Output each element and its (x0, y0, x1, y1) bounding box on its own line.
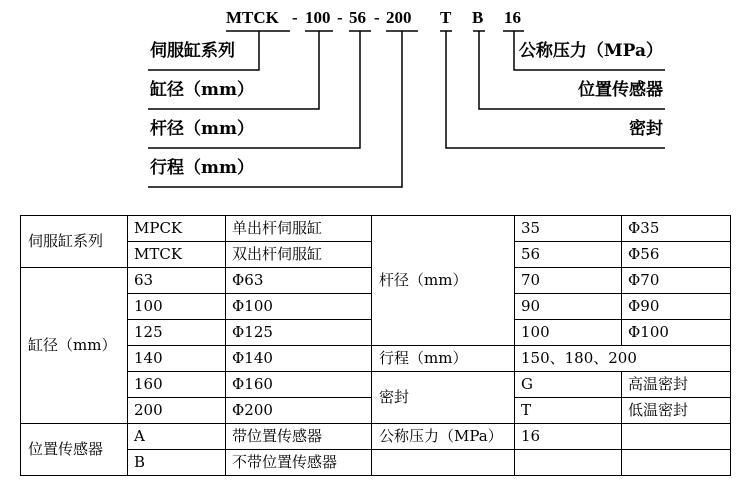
seal-code: G (515, 372, 622, 398)
bore-code: 125 (128, 320, 226, 346)
table-row (21, 346, 731, 372)
bore-desc: Φ100 (226, 294, 372, 320)
code-rod: 56 (349, 8, 366, 27)
seal-desc: 低温密封 (622, 398, 731, 424)
empty-cell (372, 450, 515, 476)
code-stroke: 200 (386, 8, 412, 27)
label-series: 伺服缸系列 (150, 41, 235, 61)
label-seal: 密封 (629, 119, 663, 139)
rod-desc: Φ35 (622, 216, 731, 242)
spec-table (20, 215, 731, 476)
stroke-header: 行程（mm） (372, 346, 515, 372)
label-rod: 杆径（mm） (150, 119, 254, 139)
code-pressure: 16 (504, 8, 521, 27)
rod-desc: Φ90 (622, 294, 731, 320)
bore-desc: Φ200 (226, 398, 372, 424)
code-separator: - (374, 8, 380, 27)
rod-code: 35 (515, 216, 622, 242)
sensor-desc: 带位置传感器 (226, 424, 372, 450)
code-connector-lines (0, 0, 750, 210)
rod-header: 杆径（mm） (372, 216, 515, 346)
empty-cell (515, 450, 622, 476)
bore-desc: Φ125 (226, 320, 372, 346)
empty-cell (622, 424, 731, 450)
bore-header: 缸径（mm） (21, 268, 128, 424)
rod-desc: Φ70 (622, 268, 731, 294)
rod-desc: Φ56 (622, 242, 731, 268)
seal-desc: 高温密封 (622, 372, 731, 398)
code-separator: - (292, 8, 298, 27)
series-code: MTCK (128, 242, 226, 268)
table-row (21, 450, 731, 476)
bore-code: 100 (128, 294, 226, 320)
table-row (21, 372, 731, 398)
label-pressure: 公称压力（MPa） (518, 41, 663, 61)
empty-cell (622, 450, 731, 476)
bore-desc: Φ140 (226, 346, 372, 372)
series-code: MPCK (128, 216, 226, 242)
table-row (21, 216, 731, 242)
label-bore: 缸径（mm） (150, 80, 254, 100)
label-sensor: 位置传感器 (578, 80, 663, 100)
table-row (21, 424, 731, 450)
sensor-desc: 不带位置传感器 (226, 450, 372, 476)
rod-code: 90 (515, 294, 622, 320)
bore-code: 200 (128, 398, 226, 424)
pressure-header: 公称压力（MPa） (372, 424, 515, 450)
code-seal: T (440, 8, 452, 27)
sensor-code: A (128, 424, 226, 450)
label-stroke: 行程（mm） (150, 158, 254, 178)
code-bore: 100 (305, 8, 331, 27)
sensor-header: 位置传感器 (21, 424, 128, 476)
series-desc: 单出杆伺服缸 (226, 216, 372, 242)
rod-desc: Φ100 (622, 320, 731, 346)
seal-code: T (515, 398, 622, 424)
pressure-value: 16 (515, 424, 622, 450)
bore-code: 140 (128, 346, 226, 372)
code-separator: - (337, 8, 343, 27)
bore-code: 63 (128, 268, 226, 294)
bore-code: 160 (128, 372, 226, 398)
bore-desc: Φ160 (226, 372, 372, 398)
code-model: MTCK (226, 8, 279, 27)
series-header: 伺服缸系列 (21, 216, 128, 268)
bore-desc: Φ63 (226, 268, 372, 294)
series-desc: 双出杆伺服缸 (226, 242, 372, 268)
stroke-values: 150、180、200 (515, 346, 731, 372)
rod-code: 100 (515, 320, 622, 346)
rod-code: 56 (515, 242, 622, 268)
rod-code: 70 (515, 268, 622, 294)
code-sensor: B (472, 8, 484, 27)
sensor-code: B (128, 450, 226, 476)
seal-header: 密封 (372, 372, 515, 424)
